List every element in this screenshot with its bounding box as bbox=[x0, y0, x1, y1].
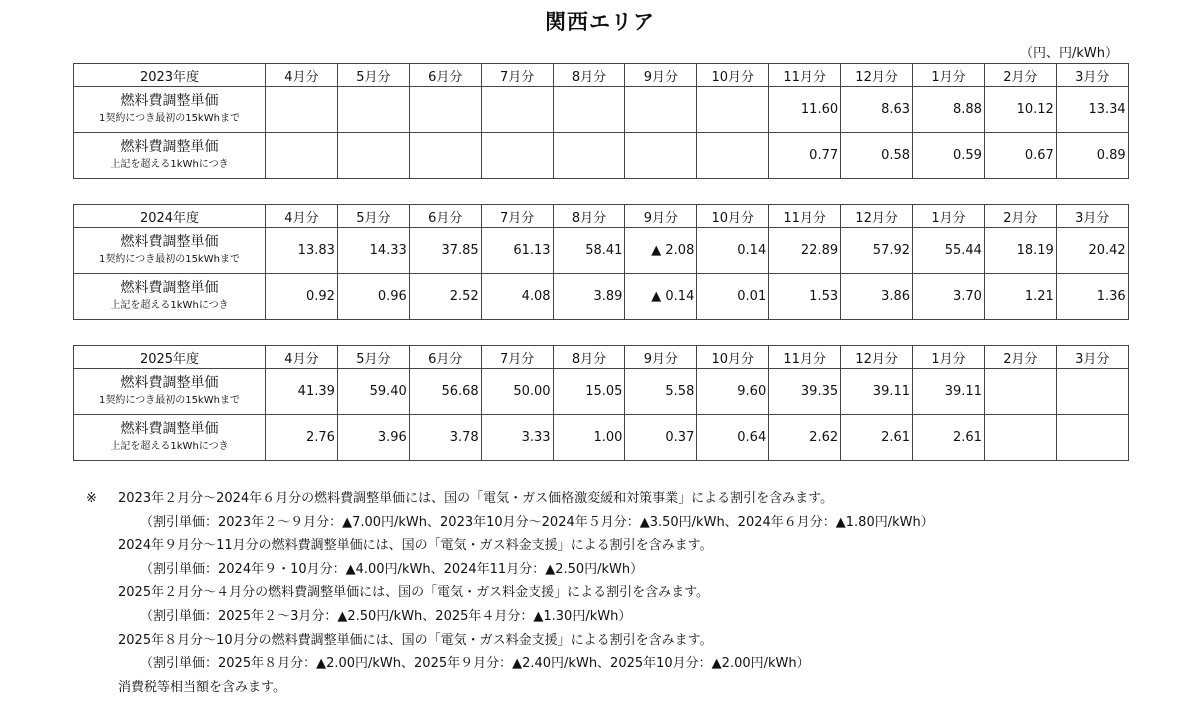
notes-section bbox=[86, 487, 934, 699]
month-header: 9月分 bbox=[625, 346, 697, 369]
fuel-adjustment-table bbox=[73, 63, 1129, 179]
month-header: 10月分 bbox=[697, 346, 769, 369]
row-label-sub: 上記を超える1kWhにつき bbox=[110, 299, 229, 311]
month-header: 1月分 bbox=[913, 64, 985, 87]
price-cell: 0.64 bbox=[697, 415, 769, 461]
month-header: 11月分 bbox=[769, 346, 841, 369]
note-line: （割引単価：2025年２～3月分：▲2.50円/kWh、2025年４月分：▲1.30円/kWh） bbox=[140, 608, 632, 624]
price-cell: 8.63 bbox=[841, 87, 913, 133]
price-cell: 0.01 bbox=[697, 274, 769, 320]
month-header: 5月分 bbox=[337, 205, 409, 228]
price-cell: 55.44 bbox=[913, 228, 985, 274]
price-cell bbox=[553, 87, 625, 133]
price-cell bbox=[266, 87, 338, 133]
price-cell: 2.62 bbox=[769, 415, 841, 461]
table-header-row bbox=[74, 205, 1129, 228]
month-header: 2月分 bbox=[984, 205, 1056, 228]
month-header: 10月分 bbox=[697, 64, 769, 87]
row-label-sub: 1契約につき最初の15kWhまで bbox=[99, 112, 240, 124]
price-cell bbox=[625, 133, 697, 179]
price-cell bbox=[697, 133, 769, 179]
price-cell: 10.12 bbox=[984, 87, 1056, 133]
price-cell: 39.11 bbox=[913, 369, 985, 415]
row-label-main: 燃料費調整単価 bbox=[120, 92, 219, 109]
row-label-sub: 上記を超える1kWhにつき bbox=[110, 440, 229, 452]
price-cell: 0.77 bbox=[769, 133, 841, 179]
price-cell: 39.35 bbox=[769, 369, 841, 415]
month-header: 6月分 bbox=[409, 205, 481, 228]
price-cell: 0.59 bbox=[913, 133, 985, 179]
month-header: 8月分 bbox=[553, 346, 625, 369]
row-label bbox=[74, 415, 266, 461]
price-cell: 2.76 bbox=[266, 415, 338, 461]
month-header: 2月分 bbox=[984, 64, 1056, 87]
price-cell: 0.67 bbox=[984, 133, 1056, 179]
table-row bbox=[74, 369, 1129, 415]
price-cell: 22.89 bbox=[769, 228, 841, 274]
price-cell: 1.21 bbox=[984, 274, 1056, 320]
price-cell: 41.39 bbox=[266, 369, 338, 415]
row-label-sub: 1契約につき最初の15kWhまで bbox=[99, 253, 240, 265]
month-header: 4月分 bbox=[266, 346, 338, 369]
price-cell: 2.61 bbox=[841, 415, 913, 461]
price-cell: 3.78 bbox=[409, 415, 481, 461]
row-label-main: 燃料費調整単価 bbox=[120, 233, 219, 250]
month-header: 4月分 bbox=[266, 64, 338, 87]
price-cell: 9.60 bbox=[697, 369, 769, 415]
price-cell: 0.58 bbox=[841, 133, 913, 179]
row-label-sub: 上記を超える1kWhにつき bbox=[110, 158, 229, 170]
price-cell bbox=[984, 369, 1056, 415]
row-label-sub: 1契約につき最初の15kWhまで bbox=[99, 394, 240, 406]
price-cell bbox=[266, 133, 338, 179]
month-header: 10月分 bbox=[697, 205, 769, 228]
fiscal-year-header: 2024年度 bbox=[74, 205, 266, 228]
price-cell: 2.61 bbox=[913, 415, 985, 461]
fuel-adjustment-table bbox=[73, 204, 1129, 320]
price-cell: 0.96 bbox=[337, 274, 409, 320]
note-line: 2025年２月分～４月分の燃料費調整単価には、国の「電気・ガス料金支援」による割引を含みます。 bbox=[118, 585, 710, 601]
table-row bbox=[74, 87, 1129, 133]
row-label bbox=[74, 274, 266, 320]
price-cell bbox=[697, 87, 769, 133]
month-header: 12月分 bbox=[841, 205, 913, 228]
price-cell: 59.40 bbox=[337, 369, 409, 415]
price-cell bbox=[984, 415, 1056, 461]
row-label bbox=[74, 228, 266, 274]
price-cell: 57.92 bbox=[841, 228, 913, 274]
price-cell: 3.89 bbox=[553, 274, 625, 320]
table-row bbox=[74, 133, 1129, 179]
price-cell: 0.14 bbox=[697, 228, 769, 274]
price-cell: 8.88 bbox=[913, 87, 985, 133]
fiscal-year-header: 2025年度 bbox=[74, 346, 266, 369]
price-cell: 11.60 bbox=[769, 87, 841, 133]
price-cell: 15.05 bbox=[553, 369, 625, 415]
table-row bbox=[74, 228, 1129, 274]
price-cell: 2.52 bbox=[409, 274, 481, 320]
price-cell: 1.53 bbox=[769, 274, 841, 320]
price-cell: 61.13 bbox=[481, 228, 553, 274]
price-cell bbox=[337, 133, 409, 179]
price-cell: 3.96 bbox=[337, 415, 409, 461]
month-header: 8月分 bbox=[553, 205, 625, 228]
month-header: 1月分 bbox=[913, 346, 985, 369]
month-header: 7月分 bbox=[481, 346, 553, 369]
note-line: 2024年９月分～11月分の燃料費調整単価には、国の「電気・ガス料金支援」による割引を含みます。 bbox=[118, 538, 713, 554]
month-header: 1月分 bbox=[913, 205, 985, 228]
price-cell bbox=[409, 133, 481, 179]
month-header: 9月分 bbox=[625, 205, 697, 228]
price-cell: 3.86 bbox=[841, 274, 913, 320]
price-cell: 56.68 bbox=[409, 369, 481, 415]
month-header: 5月分 bbox=[337, 64, 409, 87]
price-cell: 3.70 bbox=[913, 274, 985, 320]
price-cell bbox=[625, 87, 697, 133]
month-header: 3月分 bbox=[1056, 64, 1128, 87]
fuel-adjustment-table bbox=[73, 345, 1129, 461]
month-header: 12月分 bbox=[841, 346, 913, 369]
month-header: 3月分 bbox=[1056, 205, 1128, 228]
price-cell bbox=[1056, 369, 1128, 415]
price-cell: 14.33 bbox=[337, 228, 409, 274]
price-cell: 1.00 bbox=[553, 415, 625, 461]
row-label-main: 燃料費調整単価 bbox=[120, 374, 219, 391]
unit-label: （円、円/kWh） bbox=[1019, 46, 1118, 61]
price-cell: 1.36 bbox=[1056, 274, 1128, 320]
table-header-row bbox=[74, 346, 1129, 369]
price-cell: 58.41 bbox=[553, 228, 625, 274]
table-header-row bbox=[74, 64, 1129, 87]
row-label bbox=[74, 87, 266, 133]
price-cell: 0.89 bbox=[1056, 133, 1128, 179]
price-cell: 0.92 bbox=[266, 274, 338, 320]
price-cell bbox=[481, 133, 553, 179]
row-label bbox=[74, 369, 266, 415]
row-label-main: 燃料費調整単価 bbox=[120, 420, 219, 437]
month-header: 9月分 bbox=[625, 64, 697, 87]
price-cell: 3.33 bbox=[481, 415, 553, 461]
month-header: 11月分 bbox=[769, 205, 841, 228]
note-mark: ※ bbox=[86, 491, 97, 506]
row-label-main: 燃料費調整単価 bbox=[120, 279, 219, 296]
note-line: 2025年８月分～10月分の燃料費調整単価には、国の「電気・ガス料金支援」による割引を含みます。 bbox=[118, 632, 713, 648]
month-header: 4月分 bbox=[266, 205, 338, 228]
month-header: 7月分 bbox=[481, 64, 553, 87]
month-header: 12月分 bbox=[841, 64, 913, 87]
month-header: 6月分 bbox=[409, 346, 481, 369]
fiscal-year-header: 2023年度 bbox=[74, 64, 266, 87]
price-cell: 37.85 bbox=[409, 228, 481, 274]
month-header: 8月分 bbox=[553, 64, 625, 87]
price-cell: 20.42 bbox=[1056, 228, 1128, 274]
month-header: 7月分 bbox=[481, 205, 553, 228]
month-header: 5月分 bbox=[337, 346, 409, 369]
month-header: 6月分 bbox=[409, 64, 481, 87]
table-row bbox=[74, 415, 1129, 461]
price-cell bbox=[337, 87, 409, 133]
page-title: 関西エリア bbox=[545, 10, 655, 34]
month-header: 11月分 bbox=[769, 64, 841, 87]
price-cell bbox=[409, 87, 481, 133]
price-cell: 5.58 bbox=[625, 369, 697, 415]
price-cell: ▲ 2.08 bbox=[625, 228, 697, 274]
price-cell: 13.34 bbox=[1056, 87, 1128, 133]
price-cell bbox=[1056, 415, 1128, 461]
note-line: （割引単価：2023年２～９月分：▲7.00円/kWh、2023年10月分～2024年５月分：▲3.50円/kWh、2024年６月分：▲1.80円/kWh） bbox=[140, 514, 934, 530]
price-cell: 13.83 bbox=[266, 228, 338, 274]
table-row bbox=[74, 274, 1129, 320]
price-cell: 39.11 bbox=[841, 369, 913, 415]
note-line: 消費税等相当額を含みます。 bbox=[118, 679, 286, 695]
price-cell: 18.19 bbox=[984, 228, 1056, 274]
note-line: （割引単価：2025年８月分：▲2.00円/kWh、2025年９月分：▲2.40円/kWh、2025年10月分：▲2.00円/kWh） bbox=[140, 656, 810, 672]
price-cell: 50.00 bbox=[481, 369, 553, 415]
note-line: ※ 2023年２月分～2024年６月分の燃料費調整単価には、国の「電気・ガス価格激変緩和対策事業」による割引を含みます。 bbox=[86, 487, 934, 511]
row-label-main: 燃料費調整単価 bbox=[120, 138, 219, 155]
price-cell bbox=[481, 87, 553, 133]
note-line: （割引単価：2024年９・10月分：▲4.00円/kWh、2024年11月分：▲2.50円/kWh） bbox=[140, 561, 644, 577]
price-cell: 4.08 bbox=[481, 274, 553, 320]
row-label bbox=[74, 133, 266, 179]
month-header: 2月分 bbox=[984, 346, 1056, 369]
price-cell bbox=[553, 133, 625, 179]
month-header: 3月分 bbox=[1056, 346, 1128, 369]
price-cell: ▲ 0.14 bbox=[625, 274, 697, 320]
price-cell: 0.37 bbox=[625, 415, 697, 461]
